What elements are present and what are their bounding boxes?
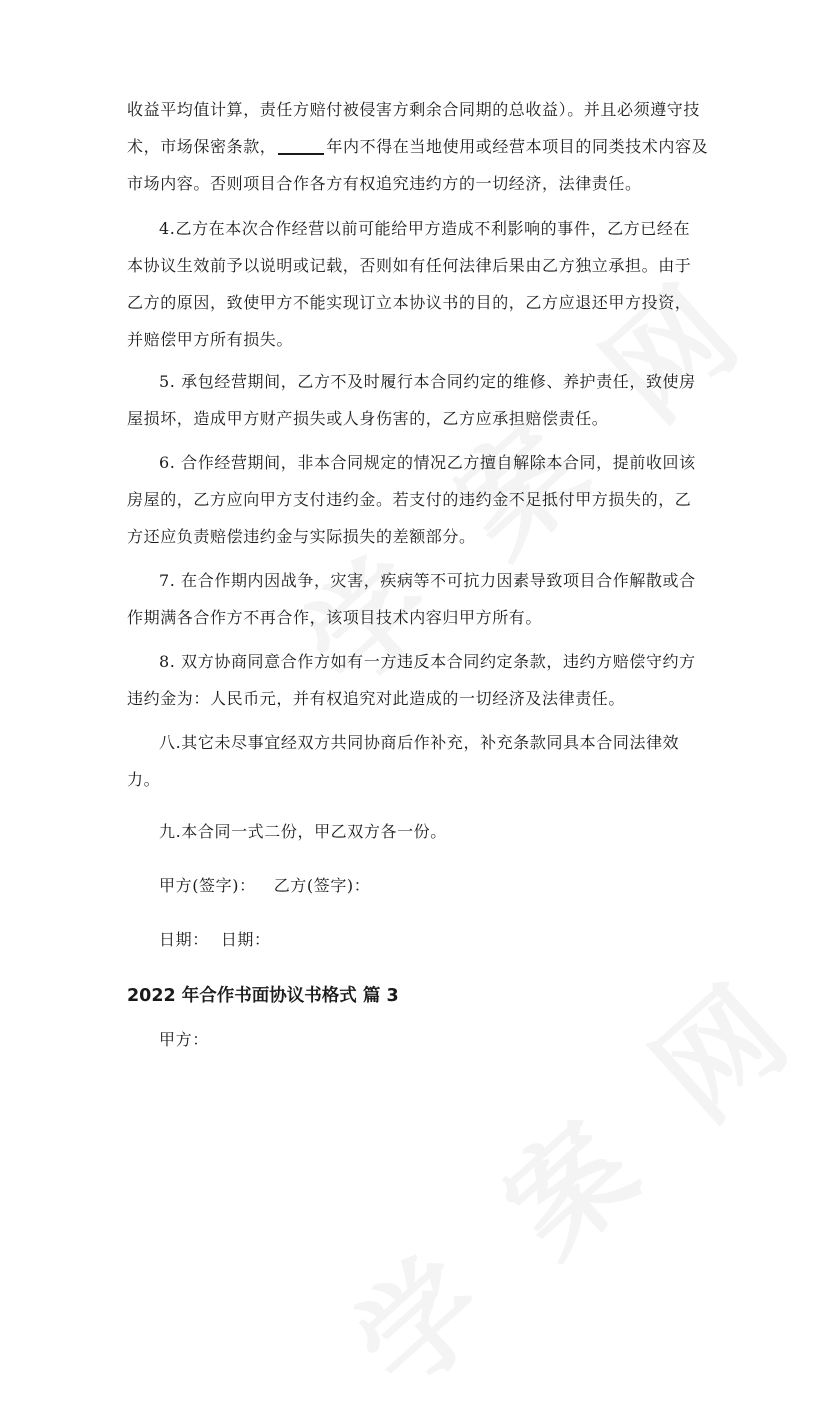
paragraph-clause-4 — [127, 210, 707, 358]
clause-nine: 九.本合同一式二份，甲乙双方各一份。 — [159, 822, 447, 841]
paragraph-clause-5 — [127, 363, 707, 437]
party-a-signature-label: 甲方(签字)： — [159, 876, 256, 895]
party-a-date-label: 日期： — [159, 930, 209, 949]
fill-in-blank — [278, 153, 324, 155]
text-line: 方还应负责赔偿违约金与实际损失的差额部分。 — [127, 527, 476, 546]
text-line: 术，市场保密条款， 年内不得在当地使用或经营本项目的同类技术内容及 — [127, 137, 709, 156]
party-a-label: 甲方： — [159, 1030, 209, 1049]
signature-line — [159, 874, 370, 898]
text-line: 4.乙方在本次合作经营以前可能给甲方造成不利影响的事件，乙方已经在 — [159, 219, 691, 238]
paragraph-clause-6 — [127, 444, 707, 555]
text-line: 收益平均值计算，责任方赔付被侵害方剩余合同期的总收益）。并且必须遵守技 — [127, 100, 701, 119]
text-line: 5. 承包经营期间，乙方不及时履行本合同约定的维修、养护责任，致使房 — [159, 372, 696, 391]
party-b-date-label: 日期： — [220, 930, 271, 949]
text-line: 乙方的原因，致使甲方不能实现订立本协议书的目的，乙方应退还甲方投资， — [127, 293, 692, 312]
paragraph-clause-7 — [127, 562, 707, 636]
paragraph-clause-eight — [127, 724, 707, 798]
text-line: 力。 — [127, 770, 161, 789]
text-line: 屋损坏，造成甲方财产损失或人身伤害的，乙方应承担赔偿责任。 — [127, 409, 609, 428]
date-line — [159, 928, 271, 952]
paragraph-confidentiality — [127, 91, 707, 202]
text-line: 6. 合作经营期间，非本合同规定的情况乙方擅自解除本合同，提前收回该 — [159, 453, 696, 472]
text-line: 房屋的，乙方应向甲方支付违约金。若支付的违约金不足抵付甲方损失的，乙 — [127, 490, 692, 509]
text-line: 作期满各合作方不再合作，该项目技术内容归甲方所有。 — [127, 608, 543, 627]
section-heading: 2022 年合作书面协议书格式 篇 3 — [127, 986, 399, 1006]
text-line: 并赔偿甲方所有损失。 — [127, 330, 294, 349]
paragraph-clause-8 — [127, 643, 707, 717]
text-line: 市场内容。否则项目合作各方有权追究违约方的一切经济，法律责任。 — [127, 174, 642, 193]
text-line: 7. 在合作期内因战争，灾害，疾病等不可抗力因素导致项目合作解散或合 — [159, 571, 696, 590]
party-b-signature-label: 乙方(签字)： — [273, 876, 371, 895]
text-line: 8. 双方协商同意合作方如有一方违反本合同约定条款，违约方赔偿守约方 — [159, 652, 696, 671]
text-line: 本协议生效前予以说明或记载，否则如有任何法律后果由乙方独立承担。由于 — [127, 256, 692, 275]
text-line: 八.其它未尽事宜经双方共同协商后作补充，补充条款同具本合同法律效 — [159, 733, 680, 752]
text-line: 违约金为：人民币元，并有权追究对此造成的一切经济及法律责任。 — [127, 689, 626, 708]
